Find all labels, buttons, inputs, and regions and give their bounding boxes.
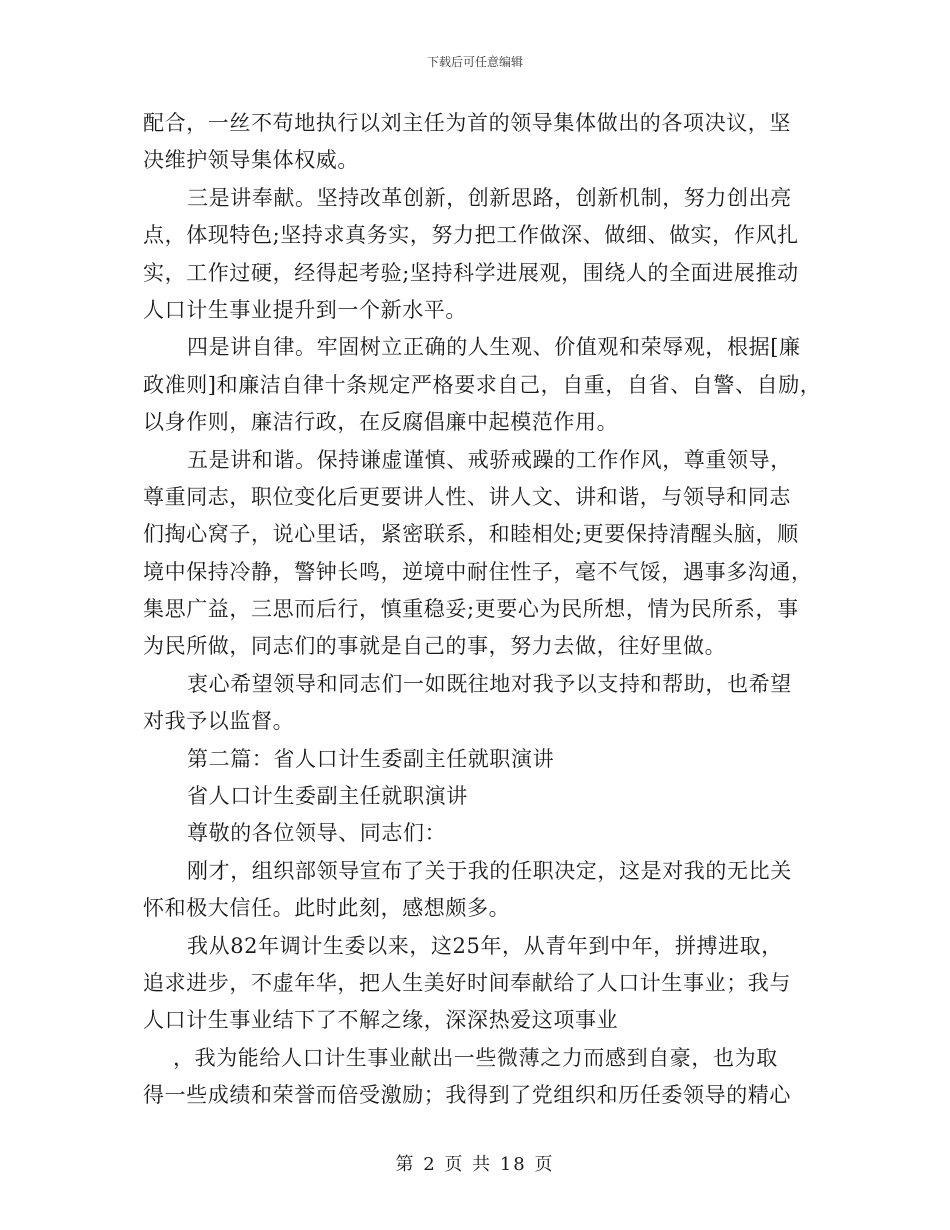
text-line: 对我予以监督。	[143, 709, 295, 734]
text-line: 怀和极大信任。此时此刻，感想颇多。	[143, 896, 511, 921]
text-line: 实，工作过硬，经得起考验;坚持科学进展观，围绕人的全面进展推动	[143, 260, 799, 285]
text-line: 人口计生事业结下了不解之缘，深深热爱这项事业	[143, 1008, 619, 1033]
text-line: 以身作则，廉洁行政，在反腐倡廉中起模范作用。	[143, 410, 619, 435]
text-line: 尊敬的各位领导、同志们：	[187, 821, 447, 846]
text-line: 我从82年调计生委以来，这25年，从青年到中年，拼搏进取，	[187, 933, 783, 958]
text-line: 点，体现特色;坚持求真务实，努力把工作做深、做细、做实，作风扎	[143, 223, 799, 248]
text-line: 决维护领导集体权威。	[143, 148, 359, 173]
text-line: 为民所做，同志们的事就是自己的事，努力去做，往好里做。	[143, 634, 727, 659]
text-line: 集思广益，三思而后行，慎重稳妥;更要心为民所想，情为民所系，事	[143, 597, 799, 622]
text-line: 人口计生事业提升到一个新水平。	[143, 297, 467, 322]
document-body	[143, 105, 822, 1115]
text-line: 政准则]和廉洁自律十条规定严格要求自己，自重，自省、自警、自励，	[143, 372, 822, 397]
text-line: 刚才，组织部领导宣布了关于我的任职决定，这是对我的无比关	[187, 858, 792, 883]
page-header-note: 下载后可任意编辑	[426, 55, 523, 69]
text-line: 们掏心窝子，说心里话，紧密联系，和睦相处;更要保持清醒头脑，顺	[143, 522, 799, 547]
text-line: 追求进步，不虚年华，把人生美好时间奉献给了人口计生事业；我与	[143, 970, 791, 995]
page-footer	[0, 1150, 950, 1176]
text-line: 配合，一丝不苟地执行以刘主任为首的领导集体做出的各项决议，坚	[143, 111, 791, 135]
text-line: 四是讲自律。牢固树立正确的人生观、价值观和荣辱观，根据[廉	[187, 335, 801, 360]
page-number-label: 第 2 页 共 18 页	[395, 1154, 555, 1175]
text-line: 第二篇：省人口计生委副主任就职演讲	[187, 746, 555, 771]
text-line: 境中保持冷静，警钟长鸣，逆境中耐住性子，毫不气馁，遇事多沟通，	[143, 559, 813, 584]
text-line: 得一些成绩和荣誉而倍受激励；我得到了党组织和历任委领导的精心	[143, 1083, 791, 1108]
text-line: 尊重同志，职位变化后更要讲人性、讲人文、讲和谐，与领导和同志	[143, 484, 791, 509]
text-line: 衷心希望领导和同志们一如既往地对我予以支持和帮助，也希望	[187, 671, 792, 696]
text-line: 五是讲和谐。保持谦虚谨慎、戒骄戒躁的工作作风，尊重领导，	[187, 447, 792, 472]
text-line: 三是讲奉献。坚持改革创新，创新思路，创新机制，努力创出亮	[187, 185, 792, 210]
text-line: ，我为能给人口计生事业献出一些微薄之力而感到自豪，也为取	[173, 1045, 778, 1070]
text-line: 省人口计生委副主任就职演讲	[187, 784, 468, 809]
